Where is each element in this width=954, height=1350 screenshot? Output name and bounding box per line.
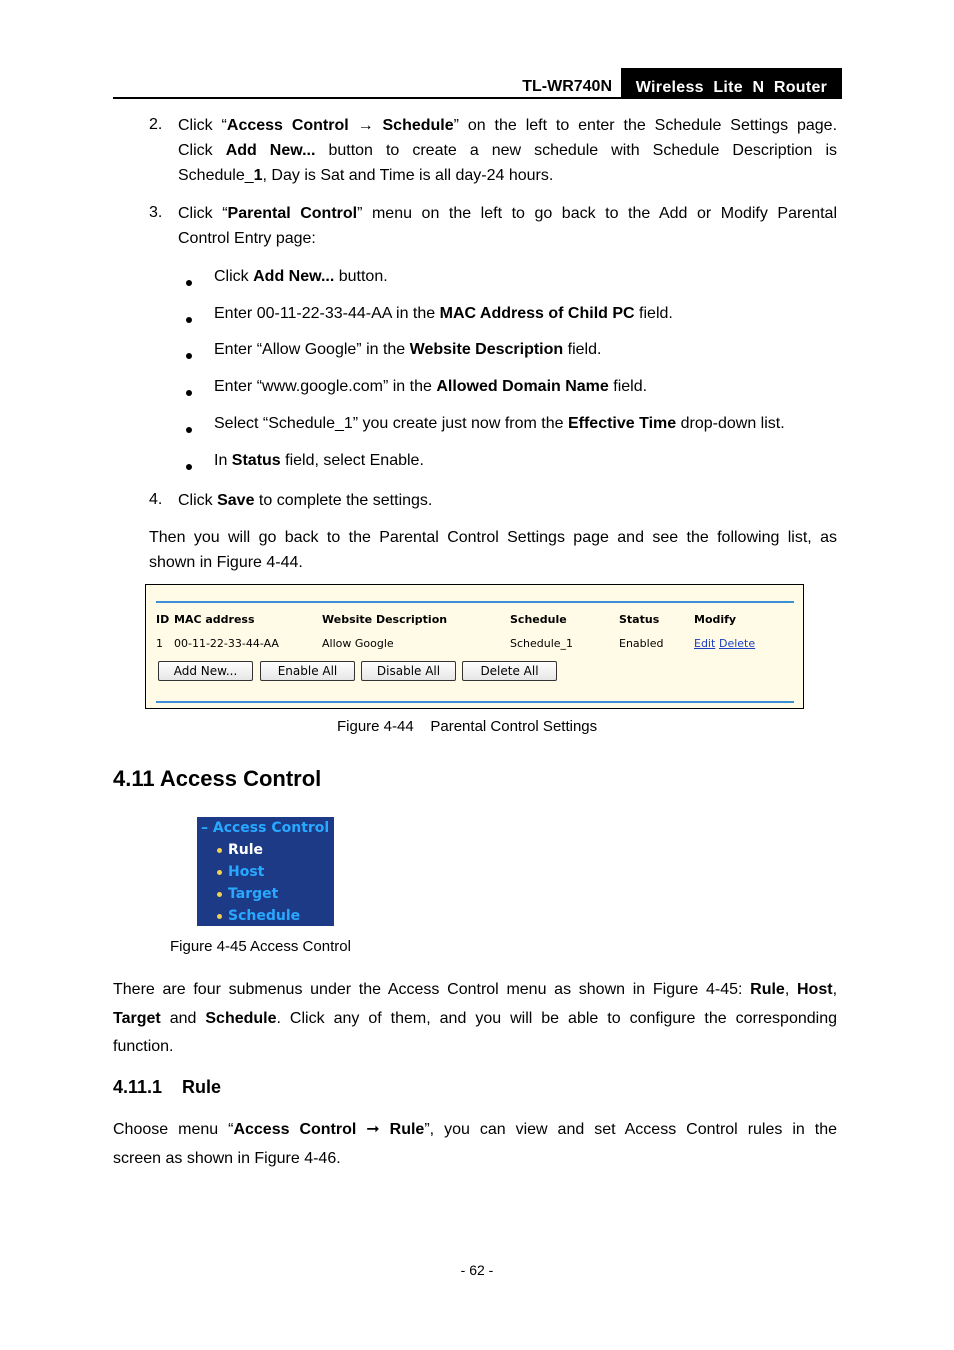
table-top-rule bbox=[156, 601, 794, 603]
intro-line-2: Target and Schedule. Click any of them, and you will be able to configure the corresponding bbox=[113, 1010, 837, 1027]
figure-4-44-caption: Figure 4-44 Parental Control Settings bbox=[337, 718, 598, 735]
menu-item-schedule[interactable]: Schedule bbox=[217, 908, 300, 924]
step-4-number: 4. bbox=[149, 491, 163, 508]
column-header-schedule: Schedule bbox=[510, 613, 567, 626]
bullet-1: Click Add New... button. bbox=[214, 268, 388, 285]
column-header-mac: MAC address bbox=[174, 613, 255, 626]
row-status: Enabled bbox=[619, 637, 664, 650]
column-header-modify: Modify bbox=[694, 613, 737, 626]
bullet-2: Enter 00-11-22-33-44-AA in the MAC Address of Child PC field. bbox=[214, 305, 673, 322]
bullet-icon bbox=[217, 870, 222, 875]
row-id: 1 bbox=[156, 637, 163, 650]
bullet-dot bbox=[186, 317, 192, 323]
column-header-description: Website Description bbox=[322, 613, 448, 626]
column-header-id: ID bbox=[156, 613, 170, 626]
header-model: TL-WR740N bbox=[522, 78, 612, 95]
bullet-dot bbox=[186, 280, 192, 286]
table-bottom-rule bbox=[156, 701, 794, 703]
row-description: Allow Google bbox=[322, 637, 394, 650]
bullet-4: Enter “www.google.com” in the Allowed Domain Name field. bbox=[214, 378, 648, 395]
step-3-number: 3. bbox=[149, 204, 163, 221]
bullet-6: In Status field, select Enable. bbox=[214, 452, 424, 469]
delete-link[interactable]: Delete bbox=[719, 637, 756, 650]
header-rule bbox=[113, 97, 842, 99]
step-4-text: Click Save to complete the settings. bbox=[178, 492, 433, 509]
bullet-dot bbox=[186, 353, 192, 359]
add-new-button[interactable]: Add New... bbox=[158, 661, 253, 681]
step-2-line-3: Schedule_1, Day is Sat and Time is all day-24 hours. bbox=[178, 167, 554, 184]
subsection-heading: 4.11.1 Rule bbox=[113, 1077, 222, 1097]
step-3-line-2: Control Entry page: bbox=[178, 230, 316, 247]
bullet-dot bbox=[186, 427, 192, 433]
bullet-icon bbox=[217, 892, 222, 897]
row-mac: 00-11-22-33-44-AA bbox=[174, 637, 279, 650]
bullet-icon bbox=[217, 914, 222, 919]
access-control-menu bbox=[197, 817, 334, 926]
edit-link[interactable]: Edit bbox=[694, 637, 716, 650]
step-3-line-1: Click “Parental Control” menu on the left to go back to the Add or Modify Parental bbox=[178, 205, 838, 222]
bullet-dot bbox=[186, 390, 192, 396]
then-line-2: shown in Figure 4-44. bbox=[149, 554, 303, 571]
disable-all-button[interactable]: Disable All bbox=[361, 661, 456, 681]
menu-item-host[interactable]: Host bbox=[217, 864, 264, 880]
intro-line-1: There are four submenus under the Access Control menu as shown in Figure 4-45: Rule, Host, bbox=[113, 981, 838, 998]
intro-line-3: function. bbox=[113, 1038, 174, 1055]
column-header-status: Status bbox=[619, 613, 660, 626]
menu-item-rule[interactable]: Rule bbox=[217, 842, 263, 858]
step-2-line-2: Click Add New... button to create a new schedule with Schedule Description is bbox=[178, 142, 837, 159]
section-heading: 4.11 Access Control bbox=[113, 766, 322, 791]
delete-all-button[interactable]: Delete All bbox=[462, 661, 557, 681]
bullet-3: Enter “Allow Google” in the Website Description field. bbox=[214, 341, 602, 358]
bullet-icon bbox=[217, 848, 222, 853]
bullet-dot bbox=[186, 464, 192, 470]
figure-4-45-caption: Figure 4-45 Access Control bbox=[170, 938, 351, 955]
rule-line-1: Choose menu “Access Control ➞ Rule”, you can view and set Access Control rules in the bbox=[113, 1121, 838, 1138]
then-line-1: Then you will go back to the Parental Control Settings page and see the following list, as bbox=[149, 529, 837, 546]
menu-item-target[interactable]: Target bbox=[217, 886, 278, 902]
page-number: - 62 - bbox=[460, 1262, 494, 1278]
step-2-line-1: Click “Access Control → Schedule” on the left to enter the Schedule Settings page. bbox=[178, 117, 838, 134]
parental-control-settings-figure bbox=[145, 584, 804, 709]
step-2-number: 2. bbox=[149, 116, 163, 133]
rule-line-2: screen as shown in Figure 4-46. bbox=[113, 1150, 341, 1167]
header-product: Wireless Lite N Router bbox=[621, 68, 842, 99]
enable-all-button[interactable]: Enable All bbox=[260, 661, 355, 681]
row-schedule: Schedule_1 bbox=[510, 637, 574, 650]
menu-title[interactable]: – Access Control bbox=[201, 820, 330, 836]
bullet-5: Select “Schedule_1” you create just now from the Effective Time drop-down list. bbox=[214, 415, 785, 432]
